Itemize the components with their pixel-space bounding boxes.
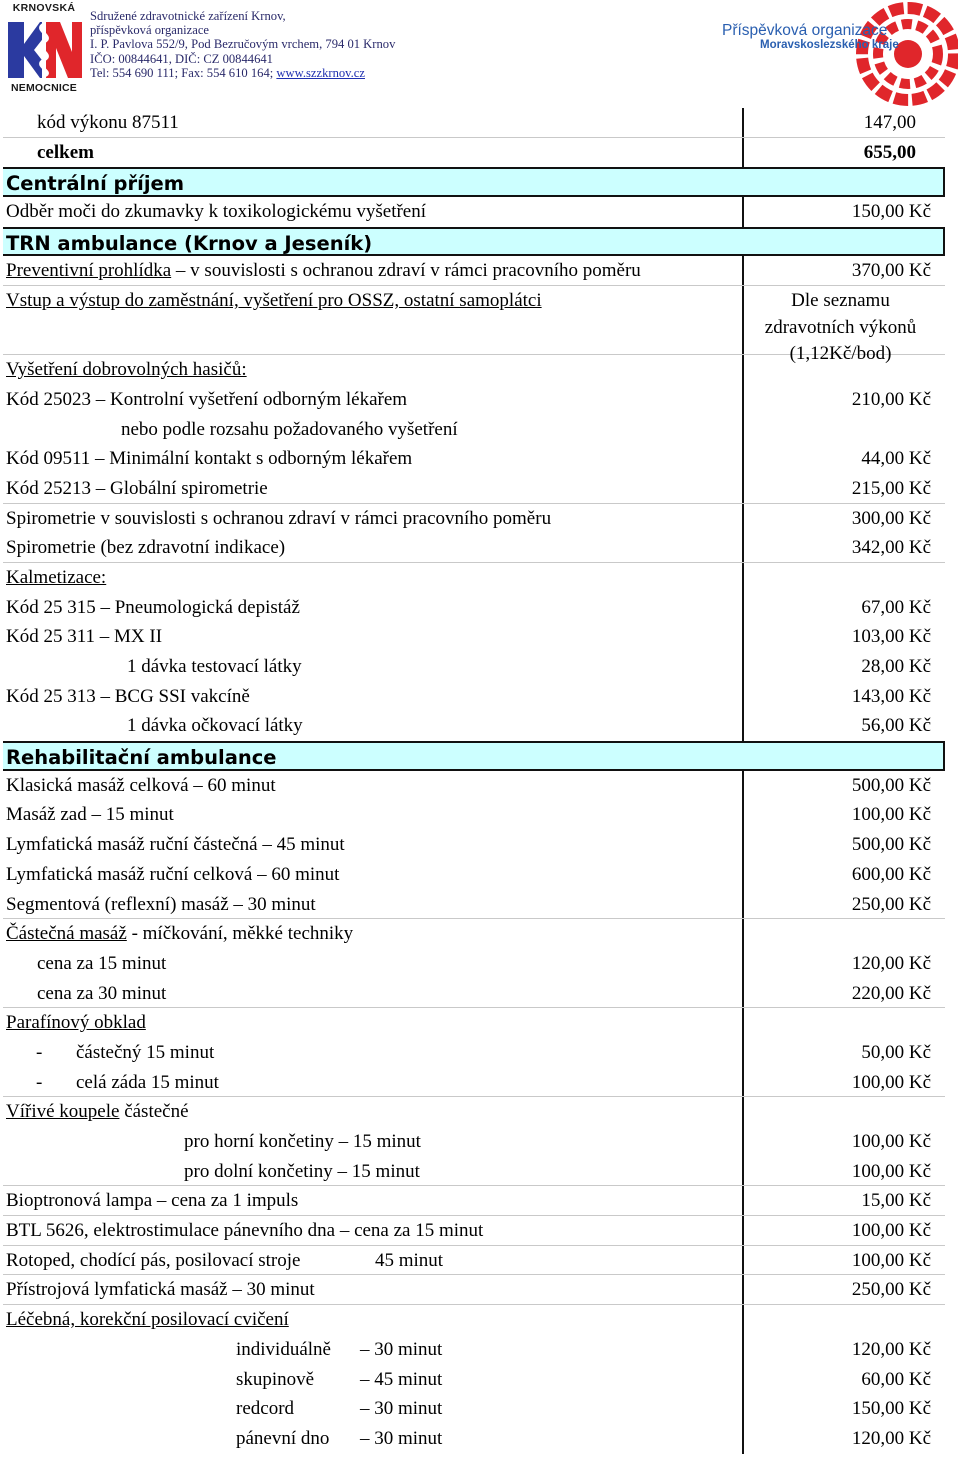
caduceus-kn-icon bbox=[2, 14, 86, 82]
org-line: I. P. Pavlova 552/9, Pod Bezručovým vrchem, 794 01 Krnov bbox=[90, 37, 396, 52]
region-logo bbox=[720, 2, 958, 106]
org-line: IČO: 00844641, DIČ: CZ 00844641 bbox=[90, 51, 273, 66]
row-label: Lymfatická masáž ruční celková – 60 minut bbox=[3, 860, 744, 890]
table-row bbox=[3, 1097, 945, 1127]
table-row bbox=[3, 682, 945, 712]
row-label: Segmentová (reflexní) masáž – 30 minut bbox=[3, 890, 744, 919]
row-price bbox=[744, 1008, 945, 1038]
row-label-text: individuálně bbox=[236, 1338, 331, 1360]
row-price: 100,00 Kč bbox=[851, 1249, 931, 1271]
row-label: Masáž zad – 15 minut bbox=[3, 800, 744, 830]
row-label: Bioptronová lampa – cena za 1 impuls bbox=[3, 1186, 744, 1215]
table-row bbox=[3, 711, 945, 741]
row-price: 100,00 Kč bbox=[851, 1131, 931, 1152]
row-price: 100,00 Kč bbox=[851, 1220, 931, 1242]
row-price: 50,00 Kč bbox=[861, 1041, 931, 1063]
row-label: Odběr moči do zkumavky k toxikologickému vyšetření bbox=[3, 197, 744, 227]
row-price: 150,00 Kč bbox=[851, 1398, 931, 1420]
row-price: 250,00 Kč bbox=[851, 1279, 931, 1301]
row-price bbox=[744, 415, 945, 445]
row-price bbox=[744, 919, 945, 949]
table-row bbox=[3, 108, 945, 138]
row-price: 220,00 Kč bbox=[851, 982, 931, 1004]
row-label-text: Rotoped, chodící pás, posilovací stroje bbox=[6, 1249, 301, 1271]
row-label-underlined: Vířivé koupele bbox=[6, 1101, 120, 1123]
row-label: BTL 5626, elektrostimulace pánevního dna – cena za 15 minut bbox=[3, 1216, 744, 1245]
row-price: 500,00 Kč bbox=[851, 774, 931, 796]
row-price: 100,00 Kč bbox=[851, 1071, 931, 1093]
row-label bbox=[3, 1068, 744, 1097]
row-label-duration: 45 minut bbox=[375, 1249, 444, 1271]
row-label bbox=[3, 1097, 744, 1127]
bullet-dash: - bbox=[36, 1041, 43, 1063]
row-price bbox=[744, 355, 945, 385]
table-row bbox=[3, 1335, 945, 1365]
table-row bbox=[3, 652, 945, 682]
row-label: Přístrojová lymfatická masáž – 30 minut bbox=[3, 1275, 744, 1304]
row-price: 147,00 bbox=[863, 112, 916, 133]
row-price: 100,00 Kč bbox=[851, 1160, 931, 1182]
row-label: kód výkonu 87511 bbox=[3, 108, 744, 137]
table-row bbox=[3, 860, 945, 890]
table-row bbox=[3, 1305, 945, 1335]
row-label-rest: částečné bbox=[119, 1101, 189, 1123]
row-price bbox=[744, 1097, 945, 1127]
table-row bbox=[3, 138, 945, 168]
row-label: Parafínový obklad bbox=[3, 1008, 744, 1038]
org-phone: Tel: 554 690 111; Fax: 554 610 164; bbox=[90, 65, 277, 80]
row-label: cena za 15 minut bbox=[3, 949, 744, 979]
row-label-text: celá záda 15 minut bbox=[76, 1071, 219, 1093]
row-price: 67,00 Kč bbox=[861, 596, 931, 618]
row-label bbox=[3, 1394, 744, 1424]
section-heading bbox=[3, 741, 945, 771]
row-price: 150,00 Kč bbox=[851, 201, 931, 223]
table-row bbox=[3, 533, 945, 563]
row-price: 215,00 Kč bbox=[851, 477, 931, 499]
row-label-text: částečný 15 minut bbox=[76, 1041, 215, 1063]
table-row bbox=[3, 771, 945, 801]
table-row bbox=[3, 949, 945, 979]
section-title: Rehabilitační ambulance bbox=[6, 746, 277, 770]
row-price: 100,00 Kč bbox=[851, 804, 931, 826]
row-price-note: Dle seznamu zdravotních výkonů (1,12Kč/bod) bbox=[764, 290, 917, 365]
row-label bbox=[3, 1424, 744, 1454]
table-row bbox=[3, 593, 945, 623]
row-label bbox=[3, 919, 744, 949]
table-row bbox=[3, 1216, 945, 1246]
letterhead bbox=[0, 0, 960, 108]
table-row bbox=[3, 444, 945, 474]
row-price: 60,00 Kč bbox=[861, 1368, 931, 1390]
table-row bbox=[3, 504, 945, 534]
row-label-duration: – 30 minut bbox=[360, 1338, 443, 1360]
row-label-text: skupinově bbox=[236, 1368, 315, 1390]
row-label: celkem bbox=[3, 138, 744, 168]
org-line: příspěvková organizace bbox=[90, 23, 210, 38]
row-label-rest: - míčkování, měkké techniky bbox=[126, 923, 354, 945]
row-price: 250,00 Kč bbox=[851, 893, 931, 915]
table-row bbox=[3, 1394, 945, 1424]
row-label: Kód 25023 – Kontrolní vyšetření odborným lékařem bbox=[3, 385, 744, 415]
row-price: 103,00 Kč bbox=[851, 626, 931, 648]
row-price: 120,00 Kč bbox=[851, 1427, 931, 1449]
org-line: Sdružené zdravotnické zařízení Krnov, bbox=[90, 9, 286, 23]
row-price: 143,00 Kč bbox=[851, 685, 931, 707]
table-row bbox=[3, 1246, 945, 1276]
table-row bbox=[3, 415, 945, 445]
row-label: Spirometrie v souvislosti s ochranou zdraví v rámci pracovního poměru bbox=[3, 504, 744, 534]
bullet-dash: - bbox=[36, 1071, 43, 1093]
row-price: 370,00 Kč bbox=[851, 260, 931, 282]
table-row bbox=[3, 1275, 945, 1305]
organization-info bbox=[90, 9, 395, 80]
table-row bbox=[3, 256, 945, 286]
region-line-1: Příspěvková organizace bbox=[722, 22, 888, 39]
table-row bbox=[3, 197, 945, 227]
region-circle-icon bbox=[850, 2, 958, 106]
row-label: Vstup a výstup do zaměstnání, vyšetření pro OSSZ, ostatní samoplátci bbox=[3, 286, 744, 354]
row-label bbox=[3, 1335, 744, 1365]
row-label-text: redcord bbox=[236, 1398, 295, 1420]
table-row bbox=[3, 355, 945, 385]
row-price: 120,00 Kč bbox=[851, 1338, 931, 1360]
row-label: Léčebná, korekční posilovací cvičení bbox=[3, 1305, 744, 1335]
row-label: pro horní končetiny – 15 minut bbox=[3, 1127, 744, 1157]
row-label: nebo podle rozsahu požadovaného vyšetření bbox=[3, 415, 744, 445]
row-label: pro dolní končetiny – 15 minut bbox=[3, 1157, 744, 1186]
row-label: Spirometrie (bez zdravotní indikace) bbox=[3, 533, 744, 562]
row-price: 56,00 Kč bbox=[861, 715, 931, 737]
row-label-underlined: Preventivní prohlídka bbox=[6, 260, 172, 282]
region-line-2: Moravskoslezského kraje bbox=[760, 39, 899, 51]
table-row bbox=[3, 286, 945, 365]
table-row bbox=[3, 800, 945, 830]
table-row bbox=[3, 1127, 945, 1157]
row-price: 15,00 Kč bbox=[861, 1190, 931, 1212]
row-label: Kód 09511 – Minimální kontakt s odborným lékařem bbox=[3, 444, 744, 474]
table-row bbox=[3, 979, 945, 1009]
row-label bbox=[3, 1038, 744, 1068]
row-label-text: pánevní dno bbox=[236, 1427, 330, 1449]
table-row bbox=[3, 1424, 945, 1454]
logo-brand-bottom: NEMOCNICE bbox=[11, 82, 77, 94]
table-row bbox=[3, 890, 945, 920]
row-label bbox=[3, 256, 744, 285]
row-label-underlined: Částečná masáž bbox=[6, 923, 127, 945]
row-price: 210,00 Kč bbox=[851, 388, 931, 410]
row-price: 655,00 bbox=[863, 141, 916, 163]
section-title: Centrální příjem bbox=[6, 172, 185, 196]
row-label: Kód 25 311 – MX II bbox=[3, 622, 744, 652]
row-price: 600,00 Kč bbox=[851, 863, 931, 885]
table-row bbox=[3, 919, 945, 949]
table-row bbox=[3, 1068, 945, 1098]
row-price: 500,00 Kč bbox=[851, 834, 931, 856]
hospital-logo bbox=[2, 2, 86, 94]
row-price: 28,00 Kč bbox=[861, 656, 931, 677]
org-web-link[interactable]: www.szzkrnov.cz bbox=[276, 65, 365, 80]
logo-brand-top: KRNOVSKÁ bbox=[12, 2, 76, 14]
row-price bbox=[744, 563, 945, 593]
row-price: 120,00 Kč bbox=[851, 952, 931, 974]
row-price: 300,00 Kč bbox=[851, 507, 931, 529]
row-label: cena za 30 minut bbox=[3, 979, 744, 1008]
row-label-duration: – 30 minut bbox=[360, 1427, 443, 1449]
row-label: Kód 25213 – Globální spirometrie bbox=[3, 474, 744, 503]
table-row bbox=[3, 1008, 945, 1038]
section-heading bbox=[3, 227, 945, 257]
row-label-duration: – 45 minut bbox=[360, 1368, 443, 1390]
row-label: Vyšetření dobrovolných hasičů: bbox=[3, 355, 744, 385]
row-label bbox=[3, 1365, 744, 1395]
row-price: 342,00 Kč bbox=[851, 537, 931, 559]
table-row bbox=[3, 385, 945, 415]
table-row bbox=[3, 563, 945, 593]
row-label: Kód 25 313 – BCG SSI vakcíně bbox=[3, 682, 744, 712]
row-label: Kalmetizace: bbox=[3, 563, 744, 593]
row-label: 1 dávka testovací látky bbox=[3, 652, 744, 682]
row-label: Klasická masáž celková – 60 minut bbox=[3, 771, 744, 801]
row-label-duration: – 30 minut bbox=[360, 1398, 443, 1420]
row-price bbox=[744, 1305, 945, 1335]
table-row bbox=[3, 1365, 945, 1395]
row-label-rest: – v souvislosti s ochranou zdraví v rámci pracovního poměru bbox=[171, 260, 641, 282]
section-title: TRN ambulance (Krnov a Jeseník) bbox=[6, 231, 373, 255]
row-label bbox=[3, 1246, 744, 1275]
table-row bbox=[3, 622, 945, 652]
table-row bbox=[3, 1157, 945, 1187]
row-price: 44,00 Kč bbox=[861, 448, 931, 470]
table-row bbox=[3, 474, 945, 504]
table-row bbox=[3, 830, 945, 860]
table-row bbox=[3, 1186, 945, 1216]
section-heading bbox=[3, 167, 945, 197]
org-contact-line bbox=[90, 66, 395, 80]
price-list-table bbox=[3, 108, 945, 1454]
table-row bbox=[3, 1038, 945, 1068]
row-label: 1 dávka očkovací látky bbox=[3, 711, 744, 741]
row-label: Lymfatická masáž ruční částečná – 45 minut bbox=[3, 830, 744, 860]
row-label: Kód 25 315 – Pneumologická depistáž bbox=[3, 593, 744, 623]
